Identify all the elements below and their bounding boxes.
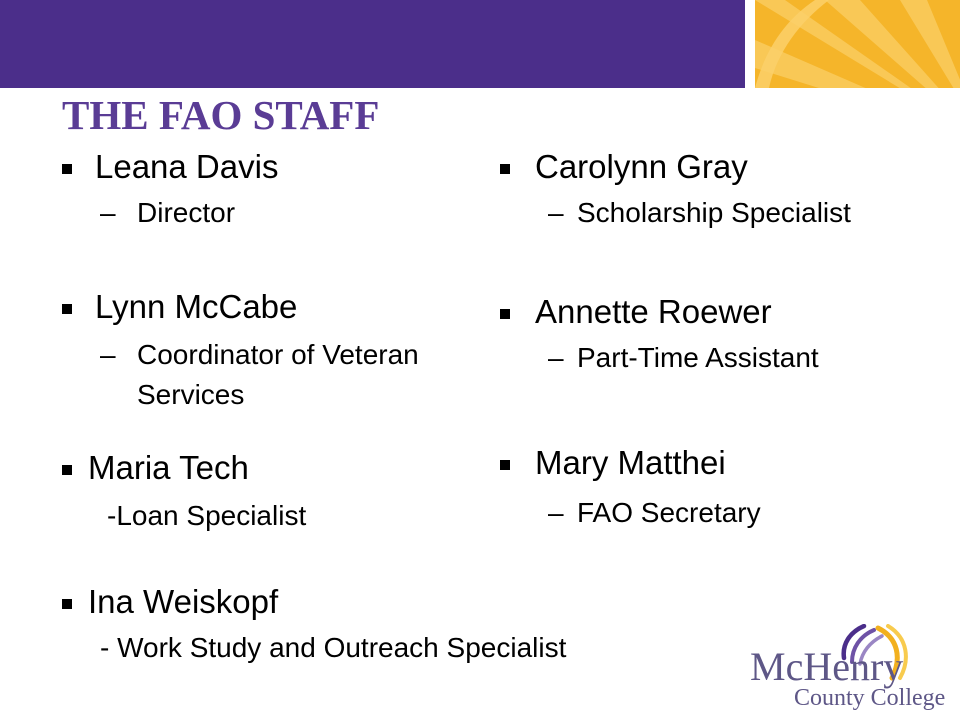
- staff-name-row: [62, 585, 278, 618]
- staff-name: Ina Weiskopf: [88, 583, 279, 620]
- staff-name-row: [62, 150, 278, 183]
- staff-role: Coordinator of Veteran Services: [137, 339, 419, 410]
- staff-role-row: [107, 496, 306, 536]
- staff-role-row: [100, 335, 447, 415]
- square-bullet-icon: [500, 309, 510, 319]
- staff-name-row: [62, 290, 297, 323]
- staff-name: Leana Davis: [95, 148, 279, 185]
- staff-name: Lynn McCabe: [95, 288, 298, 325]
- dash-marker: –: [548, 197, 564, 228]
- staff-role-row: [100, 628, 566, 668]
- square-bullet-icon: [500, 460, 510, 470]
- dash-marker: –: [548, 342, 564, 373]
- dash-marker: –: [100, 197, 116, 228]
- sunburst-graphic: [755, 0, 960, 88]
- dash-marker: –: [548, 497, 564, 528]
- staff-role: Part-Time Assistant: [577, 342, 819, 373]
- staff-role-row: [548, 193, 851, 233]
- staff-name-row: [62, 451, 249, 484]
- square-bullet-icon: [62, 164, 72, 174]
- staff-role-row: [100, 193, 447, 233]
- logo-wordmark-mchenry: McHenry: [750, 644, 904, 689]
- slide-title: THE FAO STAFF: [62, 92, 380, 138]
- square-bullet-icon: [62, 465, 72, 475]
- staff-name-row: [500, 150, 748, 183]
- square-bullet-icon: [62, 304, 72, 314]
- header-banner-purple: [0, 0, 745, 88]
- staff-name: Carolynn Gray: [535, 148, 748, 185]
- staff-role: - Work Study and Outreach Specialist: [100, 632, 567, 663]
- dash-marker: –: [100, 339, 116, 370]
- logo-wordmark-county-college: County College: [794, 685, 946, 711]
- staff-name: Maria Tech: [88, 449, 249, 486]
- header-banner-gold: [755, 0, 960, 88]
- staff-name-row: [500, 446, 726, 479]
- staff-name: Mary Matthei: [535, 444, 726, 481]
- staff-name: Annette Roewer: [535, 293, 772, 330]
- staff-role: Scholarship Specialist: [577, 197, 851, 228]
- staff-role: -Loan Specialist: [107, 500, 307, 531]
- staff-role-row: [548, 493, 761, 533]
- staff-role: FAO Secretary: [577, 497, 761, 528]
- staff-role-row: [548, 338, 819, 378]
- staff-role: Director: [137, 197, 236, 228]
- staff-name-row: [500, 295, 772, 328]
- square-bullet-icon: [500, 164, 510, 174]
- square-bullet-icon: [62, 599, 72, 609]
